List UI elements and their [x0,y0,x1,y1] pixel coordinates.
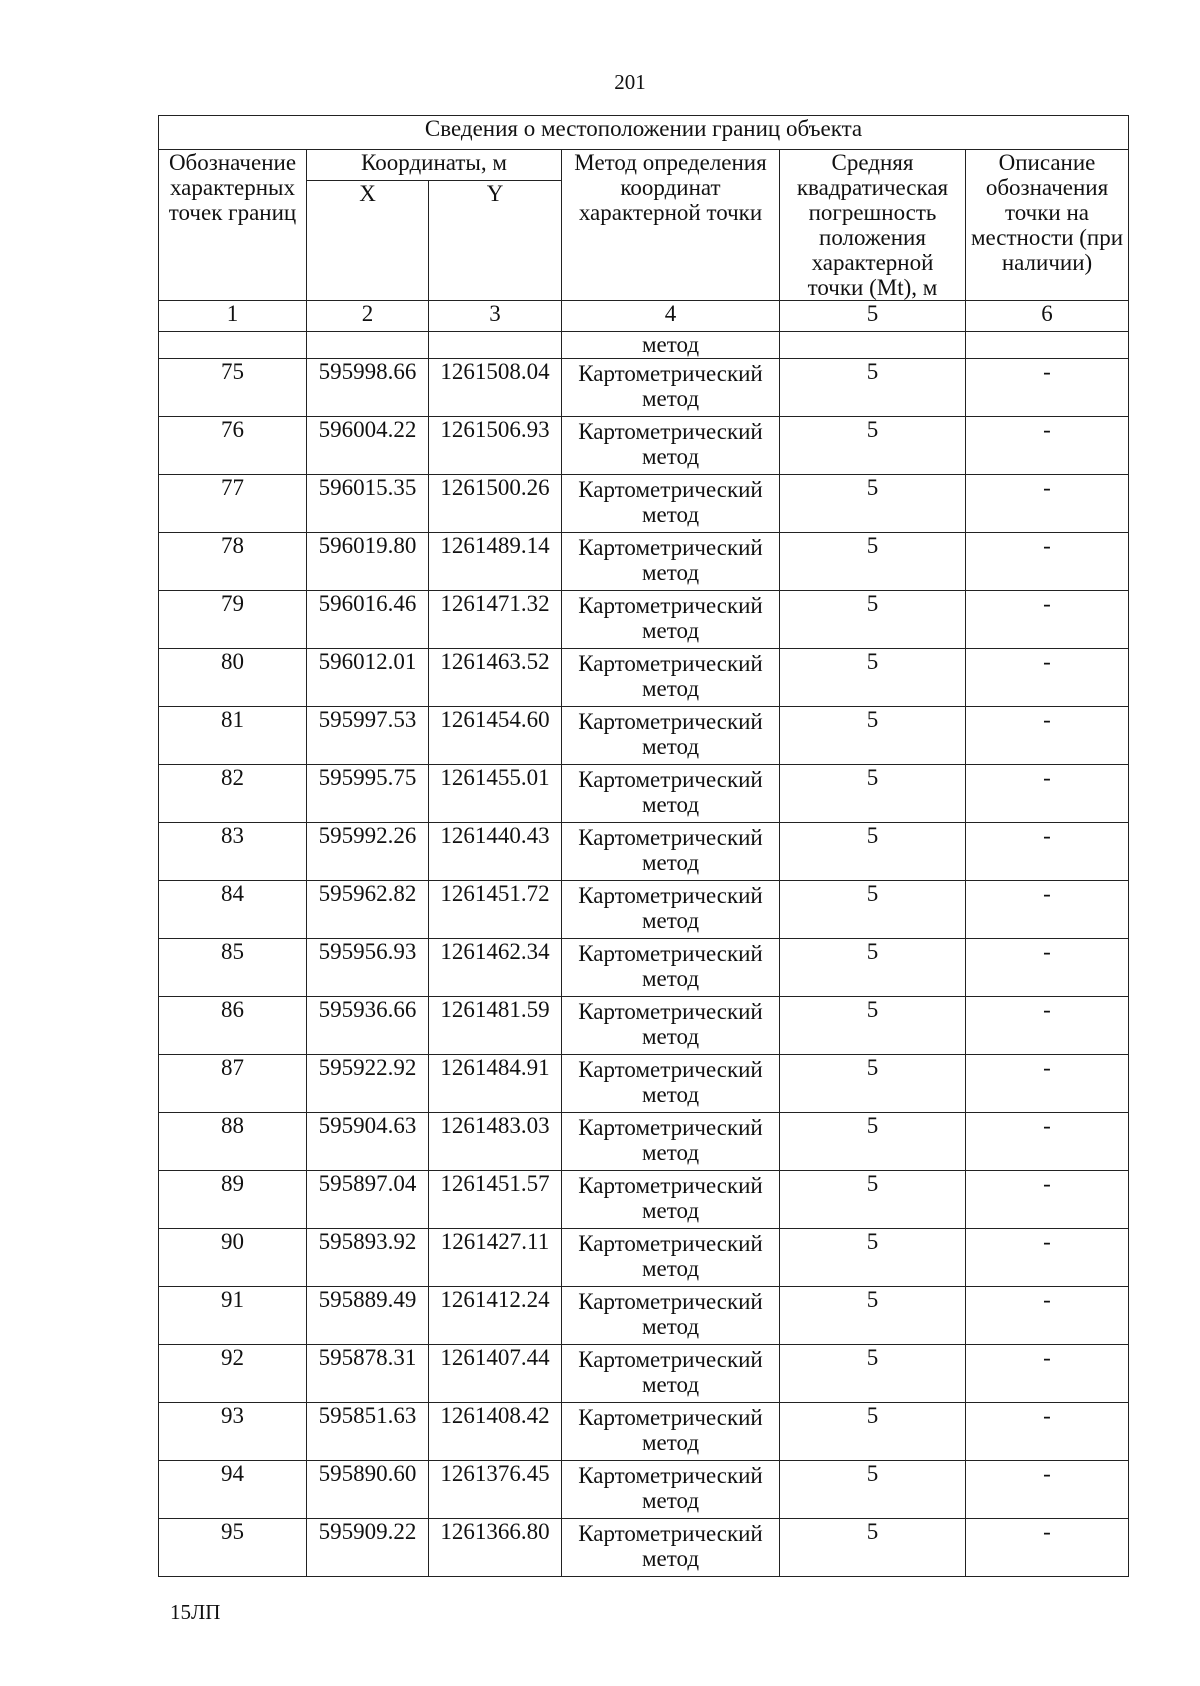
method-line-1: Картометрический [578,477,763,502]
mean-error-cell: 5 [780,359,966,417]
method-cell [562,1345,780,1403]
method-line-1: Картометрический [578,709,763,734]
description-cell: - [966,475,1129,533]
method-cell [562,359,780,417]
method-cell [562,533,780,591]
mean-error-cell: 5 [780,997,966,1055]
y-coordinate-cell: 1261407.44 [429,1345,562,1403]
point-id-cell: 88 [159,1113,307,1171]
table-row [159,1229,1129,1287]
y-coordinate-cell: 1261500.26 [429,475,562,533]
description-cell: - [966,1345,1129,1403]
table-row [159,823,1129,881]
method-line-2: метод [641,1256,700,1281]
mean-error-cell: 5 [780,475,966,533]
y-coordinate-cell: 1261508.04 [429,359,562,417]
description-cell: - [966,1403,1129,1461]
method-line-1: Картометрический [578,1173,763,1198]
description-cell: - [966,823,1129,881]
method-line-2: метод [641,734,700,759]
description-cell: - [966,359,1129,417]
description-cell: - [966,997,1129,1055]
table-row [159,417,1129,475]
y-coordinate-cell: 1261471.32 [429,591,562,649]
x-coordinate-cell: 595904.63 [307,1113,429,1171]
method-cell [562,1519,780,1577]
table-row [159,1055,1129,1113]
point-id-cell: 87 [159,1055,307,1113]
y-coordinate-cell: 1261412.24 [429,1287,562,1345]
description-cell: - [966,1113,1129,1171]
y-coordinate-cell: 1261463.52 [429,649,562,707]
method-line-2: метод [641,1198,700,1223]
method-line-2: метод [641,444,700,469]
mean-error-cell: 5 [780,1113,966,1171]
method-line-2: метод [641,908,700,933]
x-coordinate-cell: 595878.31 [307,1345,429,1403]
table-row [159,881,1129,939]
method-line-2: метод [641,676,700,701]
table-row [159,939,1129,997]
table-row [159,997,1129,1055]
method-line-1: Картометрический [578,1057,763,1082]
method-cell [562,591,780,649]
table-row [159,1461,1129,1519]
method-line-2: метод [641,792,700,817]
point-id-cell: 95 [159,1519,307,1577]
method-cell [562,707,780,765]
mean-error-cell: 5 [780,1055,966,1113]
y-coordinate-cell: 1261440.43 [429,823,562,881]
table-row [159,707,1129,765]
column-number: 5 [780,301,966,332]
x-coordinate-cell: 595922.92 [307,1055,429,1113]
header-point-designation: Обозначение характерных точек границ [159,150,307,301]
point-id-cell: 90 [159,1229,307,1287]
header-mean-error: Средняя квадратическая погрешность положения характерной точки (Mt), м [780,150,966,301]
y-coordinate-cell: 1261483.03 [429,1113,562,1171]
header-x: X [307,181,429,301]
method-line-2: метод [641,560,700,585]
method-line-2: метод [641,966,700,991]
footer-code: 15ЛП [170,1600,221,1624]
column-number: 2 [307,301,429,332]
y-coordinate-cell: 1261489.14 [429,533,562,591]
column-number: 6 [966,301,1129,332]
point-id-cell: 93 [159,1403,307,1461]
method-line-1: Картометрический [578,999,763,1024]
method-line-2: метод [641,850,700,875]
mean-error-cell: 5 [780,1403,966,1461]
continuation-text: метод [562,332,780,359]
method-line-1: Картометрический [578,883,763,908]
description-cell: - [966,881,1129,939]
y-coordinate-cell: 1261376.45 [429,1461,562,1519]
description-cell: - [966,533,1129,591]
method-cell [562,475,780,533]
method-line-1: Картометрический [578,1115,763,1140]
x-coordinate-cell: 596019.80 [307,533,429,591]
table-row [159,1403,1129,1461]
y-coordinate-cell: 1261451.57 [429,1171,562,1229]
point-id-cell: 78 [159,533,307,591]
description-cell: - [966,1171,1129,1229]
header-y: Y [429,181,562,301]
description-cell: - [966,591,1129,649]
description-cell: - [966,1229,1129,1287]
y-coordinate-cell: 1261451.72 [429,881,562,939]
x-coordinate-cell: 596004.22 [307,417,429,475]
x-coordinate-cell: 596015.35 [307,475,429,533]
method-line-1: Картометрический [578,825,763,850]
header-description: Описание обозначения точки на местности (при наличии) [966,150,1129,301]
mean-error-cell: 5 [780,1229,966,1287]
method-line-1: Картометрический [578,361,763,386]
method-cell [562,823,780,881]
description-cell: - [966,939,1129,997]
table-row [159,1113,1129,1171]
x-coordinate-cell: 595909.22 [307,1519,429,1577]
column-number: 3 [429,301,562,332]
x-coordinate-cell: 595995.75 [307,765,429,823]
mean-error-cell: 5 [780,1345,966,1403]
point-id-cell: 85 [159,939,307,997]
point-id-cell: 89 [159,1171,307,1229]
mean-error-cell: 5 [780,939,966,997]
mean-error-cell: 5 [780,823,966,881]
y-coordinate-cell: 1261455.01 [429,765,562,823]
x-coordinate-cell: 595992.26 [307,823,429,881]
table-row [159,359,1129,417]
method-cell [562,997,780,1055]
x-coordinate-cell: 595889.49 [307,1287,429,1345]
method-cell [562,649,780,707]
method-cell [562,1287,780,1345]
column-number: 4 [562,301,780,332]
table-row [159,1345,1129,1403]
point-id-cell: 84 [159,881,307,939]
method-line-2: метод [641,618,700,643]
x-coordinate-cell: 595897.04 [307,1171,429,1229]
point-id-cell: 76 [159,417,307,475]
point-id-cell: 92 [159,1345,307,1403]
header-coordinates: Координаты, м [307,150,562,181]
column-number-row [159,301,1129,332]
column-number: 1 [159,301,307,332]
y-coordinate-cell: 1261408.42 [429,1403,562,1461]
method-cell [562,1403,780,1461]
table-title: Сведения о местоположении границ объекта [159,116,1129,150]
table-row [159,649,1129,707]
point-id-cell: 75 [159,359,307,417]
x-coordinate-cell: 595851.63 [307,1403,429,1461]
method-line-1: Картометрический [578,1521,763,1546]
description-cell: - [966,417,1129,475]
description-cell: - [966,707,1129,765]
table-row [159,533,1129,591]
x-coordinate-cell: 595893.92 [307,1229,429,1287]
mean-error-cell: 5 [780,1171,966,1229]
method-line-1: Картометрический [578,419,763,444]
description-cell: - [966,1287,1129,1345]
header-method: Метод определения координат характерной точки [562,150,780,301]
x-coordinate-cell: 596016.46 [307,591,429,649]
table-row [159,1171,1129,1229]
point-id-cell: 94 [159,1461,307,1519]
point-id-cell: 77 [159,475,307,533]
y-coordinate-cell: 1261366.80 [429,1519,562,1577]
method-cell [562,881,780,939]
x-coordinate-cell: 595997.53 [307,707,429,765]
x-coordinate-cell: 595998.66 [307,359,429,417]
method-cell [562,765,780,823]
boundary-table [158,115,1129,1577]
method-line-1: Картометрический [578,1463,763,1488]
point-id-cell: 79 [159,591,307,649]
mean-error-cell: 5 [780,591,966,649]
description-cell: - [966,649,1129,707]
description-cell: - [966,1519,1129,1577]
method-cell [562,939,780,997]
y-coordinate-cell: 1261427.11 [429,1229,562,1287]
mean-error-cell: 5 [780,1461,966,1519]
description-cell: - [966,1055,1129,1113]
method-cell [562,1055,780,1113]
table-row [159,591,1129,649]
continuation-row [159,332,1129,359]
method-line-2: метод [641,1082,700,1107]
point-id-cell: 91 [159,1287,307,1345]
method-line-2: метод [641,1430,700,1455]
method-cell [562,1229,780,1287]
method-cell [562,417,780,475]
method-line-1: Картометрический [578,1405,763,1430]
method-cell [562,1171,780,1229]
method-line-2: метод [641,1372,700,1397]
method-line-1: Картометрический [578,1347,763,1372]
method-cell [562,1113,780,1171]
method-line-1: Картометрический [578,767,763,792]
table-row [159,1287,1129,1345]
method-cell [562,1461,780,1519]
method-line-2: метод [641,1314,700,1339]
x-coordinate-cell: 595936.66 [307,997,429,1055]
method-line-1: Картометрический [578,651,763,676]
method-line-2: метод [641,1546,700,1571]
table-row [159,765,1129,823]
mean-error-cell: 5 [780,707,966,765]
method-line-2: метод [641,1140,700,1165]
method-line-2: метод [641,502,700,527]
point-id-cell: 81 [159,707,307,765]
method-line-1: Картометрический [578,593,763,618]
table-row [159,475,1129,533]
x-coordinate-cell: 595890.60 [307,1461,429,1519]
method-line-1: Картометрический [578,1231,763,1256]
table-row [159,1519,1129,1577]
method-line-2: метод [641,386,700,411]
y-coordinate-cell: 1261454.60 [429,707,562,765]
mean-error-cell: 5 [780,881,966,939]
mean-error-cell: 5 [780,1519,966,1577]
description-cell: - [966,765,1129,823]
x-coordinate-cell: 596012.01 [307,649,429,707]
method-line-2: метод [641,1488,700,1513]
mean-error-cell: 5 [780,533,966,591]
method-line-1: Картометрический [578,941,763,966]
point-id-cell: 80 [159,649,307,707]
method-line-1: Картометрический [578,535,763,560]
x-coordinate-cell: 595956.93 [307,939,429,997]
mean-error-cell: 5 [780,649,966,707]
method-line-2: метод [641,1024,700,1049]
mean-error-cell: 5 [780,765,966,823]
y-coordinate-cell: 1261481.59 [429,997,562,1055]
point-id-cell: 83 [159,823,307,881]
y-coordinate-cell: 1261506.93 [429,417,562,475]
method-line-1: Картометрический [578,1289,763,1314]
mean-error-cell: 5 [780,417,966,475]
x-coordinate-cell: 595962.82 [307,881,429,939]
page-number: 201 [614,70,646,94]
point-id-cell: 82 [159,765,307,823]
y-coordinate-cell: 1261484.91 [429,1055,562,1113]
point-id-cell: 86 [159,997,307,1055]
y-coordinate-cell: 1261462.34 [429,939,562,997]
mean-error-cell: 5 [780,1287,966,1345]
description-cell: - [966,1461,1129,1519]
